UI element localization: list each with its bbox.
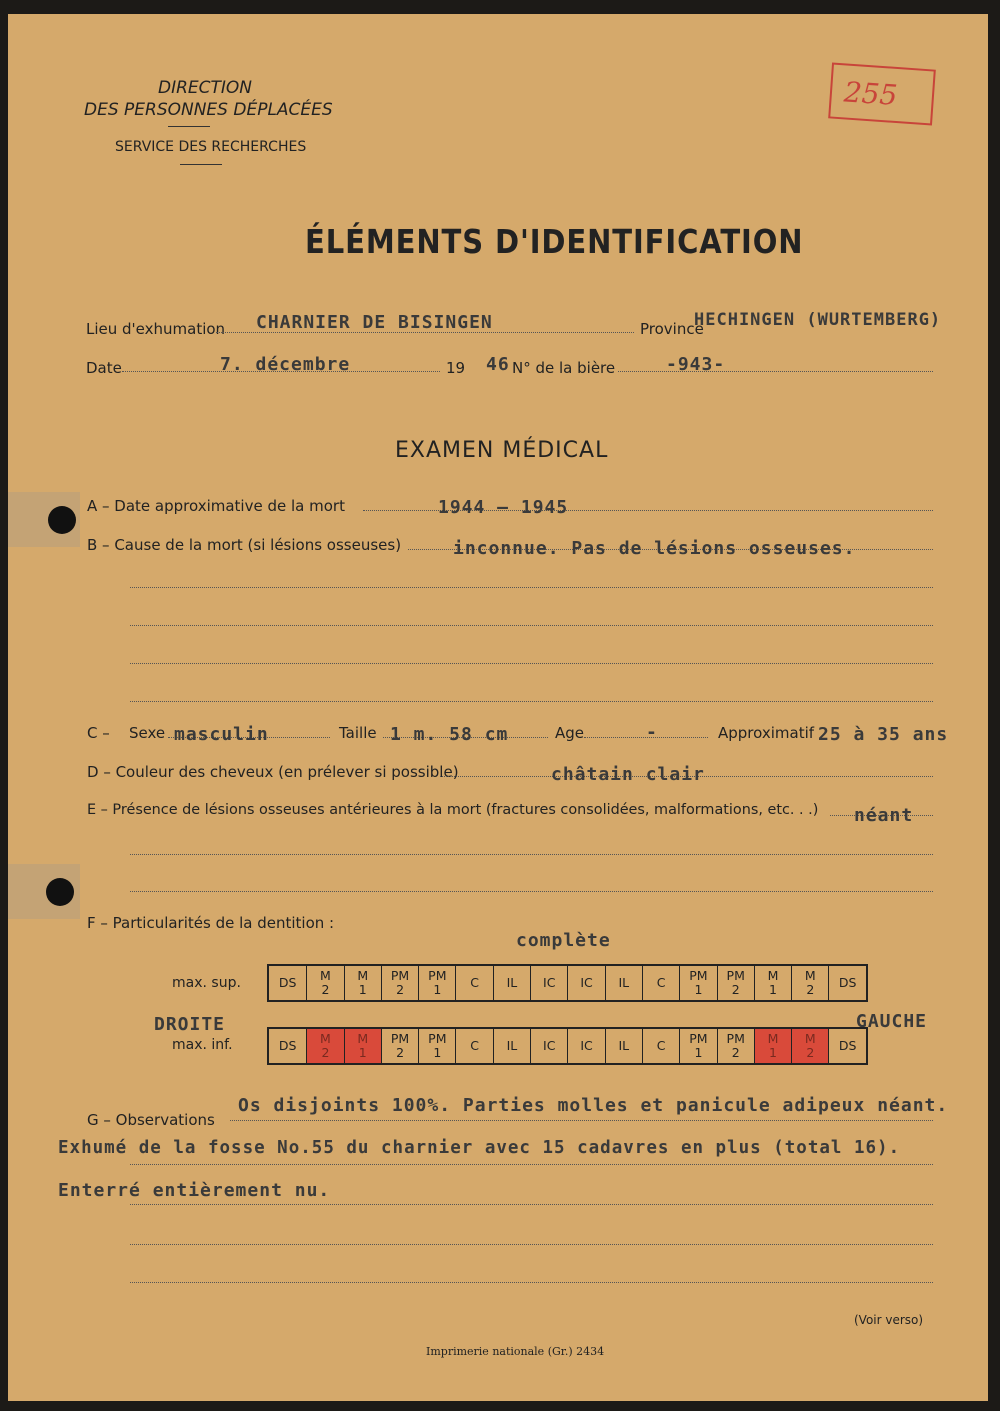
upper-tooth-9 [605, 966, 642, 1000]
lower-tooth-14 [791, 1029, 828, 1063]
lower-tooth-10 [642, 1029, 679, 1063]
field-e-value: néant [854, 805, 914, 826]
upper-tooth-11 [679, 966, 716, 1000]
lieu-label: Lieu d'exhumation [86, 320, 226, 338]
field-a-label: A – Date approximative de la mort [87, 497, 345, 515]
approx-label: Approximatif [718, 724, 815, 742]
lower-tooth-8 [567, 1029, 604, 1063]
tooth-type: PM [390, 968, 410, 983]
tooth-type: C [470, 975, 479, 990]
upper-tooth-1 [306, 966, 343, 1000]
tooth-type: M [804, 1031, 816, 1046]
tooth-number: 2 [731, 1045, 740, 1060]
upper-tooth-8 [567, 966, 604, 1000]
lower-tooth-11 [679, 1029, 716, 1063]
tooth-type: DS [278, 975, 297, 990]
gauche-label: GAUCHE [856, 1011, 928, 1032]
lower-tooth-3 [381, 1029, 418, 1063]
field-b-label: B – Cause de la mort (si lésions osseuses) [87, 536, 402, 554]
identification-form [8, 14, 988, 1401]
field-f-value: complète [516, 930, 611, 951]
tooth-type: PM [428, 968, 447, 983]
upper-tooth-14 [791, 966, 828, 1000]
tooth-number: 1 [694, 982, 703, 997]
province-value: HECHINGEN (WURTEMBERG) [694, 310, 942, 330]
tooth-type: M [767, 968, 779, 983]
field-f-label: F – Particularités de la dentition : [87, 914, 335, 932]
upper-tooth-5 [455, 966, 492, 1000]
max-sup-label: max. sup. [172, 975, 241, 991]
tooth-number: 2 [396, 982, 405, 997]
tooth-type: PM [726, 968, 745, 983]
observations-dots-1 [230, 1120, 933, 1121]
tooth-type: M [767, 1031, 779, 1046]
observations-dots-3 [130, 1204, 933, 1205]
field-d-label: D – Couleur des cheveux (en prélever si possible) [87, 763, 459, 781]
taille-label: Taille [339, 724, 377, 742]
upper-tooth-10 [642, 966, 679, 1000]
service-label: SERVICE DES RECHERCHES [115, 139, 307, 155]
tooth-type: IC [580, 975, 593, 990]
field-d-value: châtain clair [551, 764, 705, 785]
punch-hole-bottom [46, 878, 74, 906]
observations-line2: Exhumé de la fosse No.55 du charnier avec 15 cadavres en plus (total 16). [58, 1138, 901, 1158]
tooth-type: PM [726, 1031, 745, 1046]
age-label: Age [555, 724, 585, 742]
observations-line3: Enterré entièrement nu. [58, 1180, 331, 1201]
upper-teeth-chart [267, 964, 868, 1002]
field-a-value: 1944 – 1945 [438, 497, 569, 518]
voir-verso: (Voir verso) [854, 1313, 924, 1327]
tooth-type: IL [618, 1038, 630, 1053]
tooth-number: 1 [769, 1045, 777, 1060]
lower-teeth-chart [267, 1027, 868, 1065]
biere-value: -943- [666, 354, 726, 375]
tooth-type: M [320, 968, 331, 983]
tooth-number: 2 [396, 1045, 405, 1060]
upper-tooth-2 [344, 966, 381, 1000]
upper-tooth-7 [530, 966, 567, 1000]
tooth-number: 1 [694, 1045, 703, 1060]
taille-value: 1 m. 58 cm [390, 724, 509, 745]
droite-label: DROITE [154, 1014, 226, 1035]
field-b-dots-3 [130, 625, 933, 626]
tooth-type: IL [506, 1038, 518, 1053]
tooth-type: M [357, 968, 369, 983]
tooth-type: PM [689, 1031, 708, 1046]
year-prefix: 19 [446, 359, 466, 377]
red-stamp [828, 62, 936, 125]
tooth-type: PM [390, 1031, 410, 1046]
sexe-label: Sexe [129, 724, 166, 742]
sexe-value: masculin [174, 724, 269, 745]
biere-label: N° de la bière [512, 359, 616, 377]
lower-tooth-4 [418, 1029, 455, 1063]
lower-tooth-13 [754, 1029, 791, 1063]
tooth-number: 2 [321, 1045, 330, 1060]
upper-tooth-12 [717, 966, 754, 1000]
tooth-type: PM [689, 968, 708, 983]
lower-tooth-9 [605, 1029, 642, 1063]
year-value: 46 [486, 354, 510, 375]
date-label: Date [86, 359, 122, 377]
imprimerie-label: Imprimerie nationale (Gr.) 2434 [426, 1345, 605, 1358]
tooth-number: 2 [731, 982, 740, 997]
field-b-dots-5 [130, 701, 933, 702]
field-e-dots-3 [130, 891, 933, 892]
approx-value: 25 à 35 ans [818, 724, 949, 745]
lower-tooth-1 [306, 1029, 343, 1063]
lower-tooth-15 [828, 1029, 865, 1063]
direction-line2: DES PERSONNES DÉPLACÉES [84, 100, 333, 120]
lieu-value: CHARNIER DE BISINGEN [256, 312, 493, 333]
lower-tooth-5 [455, 1029, 492, 1063]
tooth-type: IL [506, 975, 518, 990]
tooth-type: PM [428, 1031, 447, 1046]
tooth-number: 1 [769, 982, 777, 997]
stamp-number: 255 [842, 75, 899, 113]
direction-line1: DIRECTION [158, 78, 253, 98]
upper-tooth-3 [381, 966, 418, 1000]
lower-tooth-12 [717, 1029, 754, 1063]
field-e-label: E – Présence de lésions osseuses antérieures à la mort (fractures consolidées, malformations, etc. . .) [87, 802, 819, 818]
tooth-type: M [804, 968, 816, 983]
tooth-type: M [357, 1031, 369, 1046]
header-rule-1 [168, 126, 210, 127]
tooth-type: IC [543, 1038, 556, 1053]
observations-label: G – Observations [87, 1111, 215, 1129]
page-title: ÉLÉMENTS D'IDENTIFICATION [305, 222, 804, 261]
lower-tooth-0 [269, 1029, 306, 1063]
tooth-number: 2 [806, 982, 815, 997]
field-b-dots-2 [130, 587, 933, 588]
tooth-number: 1 [358, 1045, 367, 1060]
tooth-type: IC [580, 1038, 593, 1053]
tooth-type: DS [278, 1038, 297, 1053]
tooth-type: C [656, 975, 666, 990]
tooth-type: DS [838, 1038, 857, 1053]
observations-line1: Os disjoints 100%. Parties molles et panicule adipeux néant. [238, 1095, 949, 1116]
exam-heading: EXAMEN MÉDICAL [395, 438, 609, 463]
field-b-dots-4 [130, 663, 933, 664]
tooth-number: 1 [433, 1045, 442, 1060]
upper-tooth-4 [418, 966, 455, 1000]
tooth-type: IC [543, 975, 556, 990]
field-b-value: inconnue. Pas de lésions osseuses. [453, 538, 856, 559]
lower-tooth-2 [344, 1029, 381, 1063]
tooth-type: C [470, 1038, 479, 1053]
lower-tooth-6 [493, 1029, 530, 1063]
tooth-number: 1 [433, 982, 442, 997]
observations-dots-4 [130, 1244, 933, 1245]
tooth-number: 2 [321, 982, 330, 997]
tooth-number: 2 [806, 1045, 815, 1060]
upper-tooth-13 [754, 966, 791, 1000]
tooth-type: DS [838, 975, 857, 990]
upper-tooth-0 [269, 966, 306, 1000]
tooth-type: M [320, 1031, 331, 1046]
tooth-number: 1 [358, 982, 367, 997]
observations-dots-5 [130, 1282, 933, 1283]
punch-hole-top [48, 506, 76, 534]
lower-tooth-7 [530, 1029, 567, 1063]
field-e-dots-2 [130, 854, 933, 855]
observations-dots-2 [130, 1164, 933, 1165]
upper-tooth-15 [828, 966, 865, 1000]
max-inf-label: max. inf. [172, 1037, 233, 1053]
tooth-type: IL [618, 975, 630, 990]
header-rule-2 [180, 164, 222, 165]
tooth-type: C [656, 1038, 666, 1053]
upper-tooth-6 [493, 966, 530, 1000]
province-label: Province [640, 320, 704, 338]
age-value: - [646, 722, 658, 743]
date-value: 7. décembre [220, 354, 351, 375]
field-c-letter: C – [87, 724, 110, 742]
